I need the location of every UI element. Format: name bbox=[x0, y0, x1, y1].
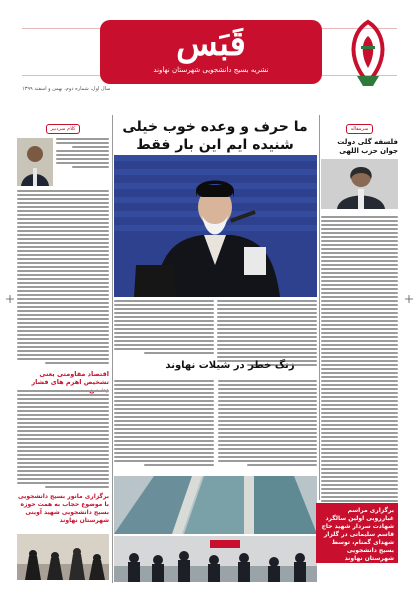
main-headline: ما حرف و وعده خوب خیلی شنیده ایم این بار فقط bbox=[122, 119, 308, 153]
editor-body-text bbox=[17, 190, 109, 364]
economy-article-title: اقتصاد مقاومتی یعنی تشخیص اهرم های فشار bbox=[31, 370, 109, 386]
basij-seal-icon bbox=[343, 16, 393, 90]
crop-mark-icon bbox=[405, 295, 413, 303]
main-article-right-col bbox=[217, 300, 317, 366]
editor-column-label: کلام سردبیر bbox=[46, 124, 81, 134]
editor-column bbox=[17, 115, 109, 364]
fisheries-headline: زنگ خطر در شیلات نهاوند bbox=[165, 360, 295, 371]
editorial-column bbox=[321, 115, 398, 526]
ceremony-announcement-box: برگزاری مراسم غبارروبی اولین سالگرد شهادت سردار شهید حاج قاسم سلیمانی در گلزار شهدای گمنام، توسط بسیج دانشجویی شهرستان نهاوند bbox=[316, 503, 398, 563]
column-divider-right bbox=[319, 115, 320, 500]
hijab-drill-title: برگزاری مانور بسیج دانشجویی با موضوع حجاب به همت حوزه بسیج دانشجویی شهید آوینی شهرستان نهاوند bbox=[18, 493, 109, 524]
issue-info: سال اول، شماره دوم، بهمن و اسفند ۱۳۹۹ bbox=[22, 86, 111, 92]
editor-portrait bbox=[17, 138, 53, 186]
ceremony-photo bbox=[114, 536, 317, 582]
column-divider-left bbox=[112, 115, 113, 583]
crop-mark-icon bbox=[6, 295, 14, 303]
fisheries-photo bbox=[114, 476, 317, 534]
editorial-body bbox=[321, 216, 398, 526]
editor-intro-text bbox=[56, 138, 109, 186]
main-photo bbox=[114, 155, 317, 297]
editorial-portrait bbox=[321, 159, 398, 209]
hijab-drill-photo bbox=[17, 534, 109, 580]
editorial-title: فلسفه گلی دولت جوان حزب اللهی bbox=[337, 138, 398, 155]
newspaper-title: قَبَس bbox=[176, 24, 246, 64]
fisheries-article-body bbox=[114, 380, 317, 466]
newspaper-subtitle: نشریه بسیج دانشجویی شهرستان نهاوند bbox=[153, 66, 269, 74]
economy-article-body bbox=[17, 390, 109, 488]
main-article-left-col bbox=[114, 300, 214, 354]
masthead bbox=[22, 14, 397, 92]
editorial-label: سرمقاله bbox=[346, 124, 374, 134]
